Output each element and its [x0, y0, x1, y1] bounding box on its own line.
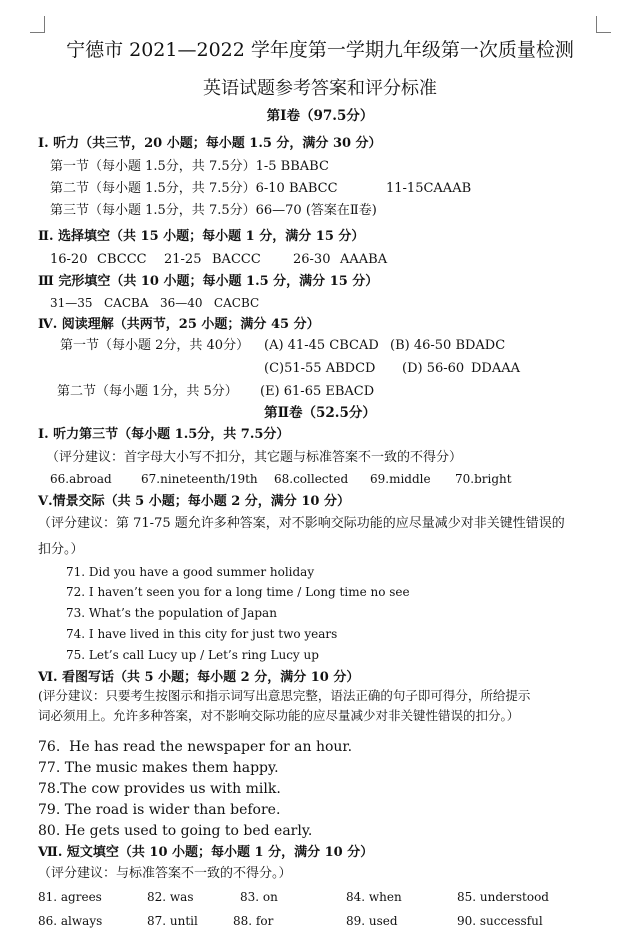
answer-82: 82. was [147, 890, 194, 904]
top-right-crop-mark [596, 16, 611, 33]
listening-3-note: （评分建议：首字母大小写不扣分，其它题与标准答案不一致的不得分） [46, 450, 463, 465]
answer-70: 70.bright [455, 472, 512, 486]
answer-66: 66.abroad [50, 472, 112, 486]
choice-answers-2: BACCC [212, 252, 261, 267]
choice-range-2: 21-25 [164, 252, 202, 267]
reading-answers-d-letters: DDAAA [471, 361, 521, 376]
answer-68: 68.collected [274, 472, 349, 486]
listening-section-1: 第一节（每小题 1.5分，共 7.5分）1-5 BBABC [50, 159, 329, 174]
answer-83: 83. on [240, 890, 278, 904]
sentence-77: 77. The music makes them happy. [38, 760, 279, 776]
dialogue-item-72: 72. I haven’t seen you for a long time / Long time no see [66, 585, 410, 599]
reading-heading: Ⅳ. 阅读理解（共两节，25 小题；满分 45 分） [38, 317, 320, 332]
document-title: 宁德市 2021—2022 学年度第一学期九年级第一次质量检测 [66, 39, 574, 61]
answer-67: 67.nineteenth/19th [141, 472, 258, 486]
answer-87: 87. until [147, 914, 198, 928]
cloze-answers: 31—35 CACBA 36—40 CACBC [50, 296, 260, 310]
listening-3-heading: Ⅰ. 听力第三节（每小题 1.5分，共 7.5分） [38, 427, 290, 442]
answer-86: 86. always [38, 914, 103, 928]
dialogue-heading: Ⅴ.情景交际（共 5 小题；每小题 2 分，满分 10 分） [38, 494, 350, 509]
listening-heading: Ⅰ. 听力（共三节，20 小题；每小题 1.5 分，满分 30 分） [38, 136, 382, 151]
listening-section-3: 第三节（每小题 1.5分，共 7.5分）66—70 (答案在Ⅱ卷) [50, 203, 377, 218]
answer-89: 89. used [346, 914, 398, 928]
answer-69: 69.middle [370, 472, 431, 486]
volume-one-heading: 第Ⅰ卷（97.5分） [266, 108, 374, 124]
sentence-80: 80. He gets used to going to bed early. [38, 823, 313, 839]
choice-answers-3: AAABA [340, 252, 388, 267]
choice-range-3: 26-30 [293, 252, 331, 267]
answer-90: 90. successful [457, 914, 543, 928]
reading-answers-c: (C)51-55 ABDCD [264, 361, 376, 376]
reading-section-2-label: 第二节（每小题 1分，共 5分） [57, 384, 238, 399]
reading-answers-b: (B) 46-50 BDADC [390, 338, 506, 353]
reading-section-1-label: 第一节（每小题 2分，共 40分） [60, 338, 250, 353]
answer-85: 85. understood [457, 890, 549, 904]
answer-81: 81. agrees [38, 890, 102, 904]
picture-writing-note-line-1: (评分建议：只要考生按图示和指示词写出意思完整，语法正确的句子即可得分，所给提示 [38, 688, 531, 703]
passage-fill-note: （评分建议：与标准答案不一致的不得分。） [38, 866, 292, 881]
reading-answers-a: (A) 41-45 CBCAD [264, 338, 379, 353]
picture-writing-note-line-2: 词必须用上。允许多种答案，对不影响交际功能的应尽量减少对非关键性错误的扣分。） [38, 708, 520, 723]
sentence-78: 78.The cow provides us with milk. [38, 781, 281, 797]
dialogue-note-line-2: 扣分。） [38, 542, 84, 557]
dialogue-item-75: 75. Let’s call Lucy up / Let’s ring Lucy up [66, 648, 319, 662]
dialogue-item-71: 71. Did you have a good summer holiday [66, 565, 315, 579]
reading-answers-d: (D) 56-60 [402, 361, 465, 376]
passage-fill-heading: Ⅶ. 短文填空（共 10 小题；每小题 1 分，满分 10 分） [38, 845, 374, 860]
reading-answers-e: (E) 61-65 EBACD [260, 384, 375, 399]
listening-section-2: 第二节（每小题 1.5分，共 7.5分）6-10 BABCC [50, 181, 338, 196]
volume-two-heading: 第Ⅱ卷（52.5分） [264, 405, 376, 421]
choice-heading: Ⅱ. 选择填空（共 15 小题；每小题 1 分，满分 15 分） [38, 229, 365, 244]
answer-88: 88. for [233, 914, 274, 928]
dialogue-note-line-1: （评分建议：第 71-75 题允许多种答案，对不影响交际功能的应尽量减少对非关键性错误的 [38, 516, 565, 531]
choice-range-1: 16-20 [50, 252, 88, 267]
dialogue-item-73: 73. What’s the population of Japan [66, 606, 277, 620]
document-subtitle: 英语试题参考答案和评分标准 [203, 78, 437, 99]
top-left-crop-mark [30, 16, 45, 33]
picture-writing-heading: Ⅵ. 看图写话（共 5 小题；每小题 2 分，满分 10 分） [38, 670, 360, 685]
dialogue-item-74: 74. I have lived in this city for just two years [66, 627, 338, 641]
listening-section-2-answers: 11-15CAAAB [386, 181, 472, 196]
choice-answers-1: CBCCC [97, 252, 147, 267]
sentence-76: 76. He has read the newspaper for an hour. [38, 739, 353, 755]
cloze-heading: Ⅲ 完形填空（共 10 小题；每小题 1.5 分，满分 15 分） [38, 274, 379, 289]
answer-84: 84. when [346, 890, 402, 904]
sentence-79: 79. The road is wider than before. [38, 802, 281, 818]
